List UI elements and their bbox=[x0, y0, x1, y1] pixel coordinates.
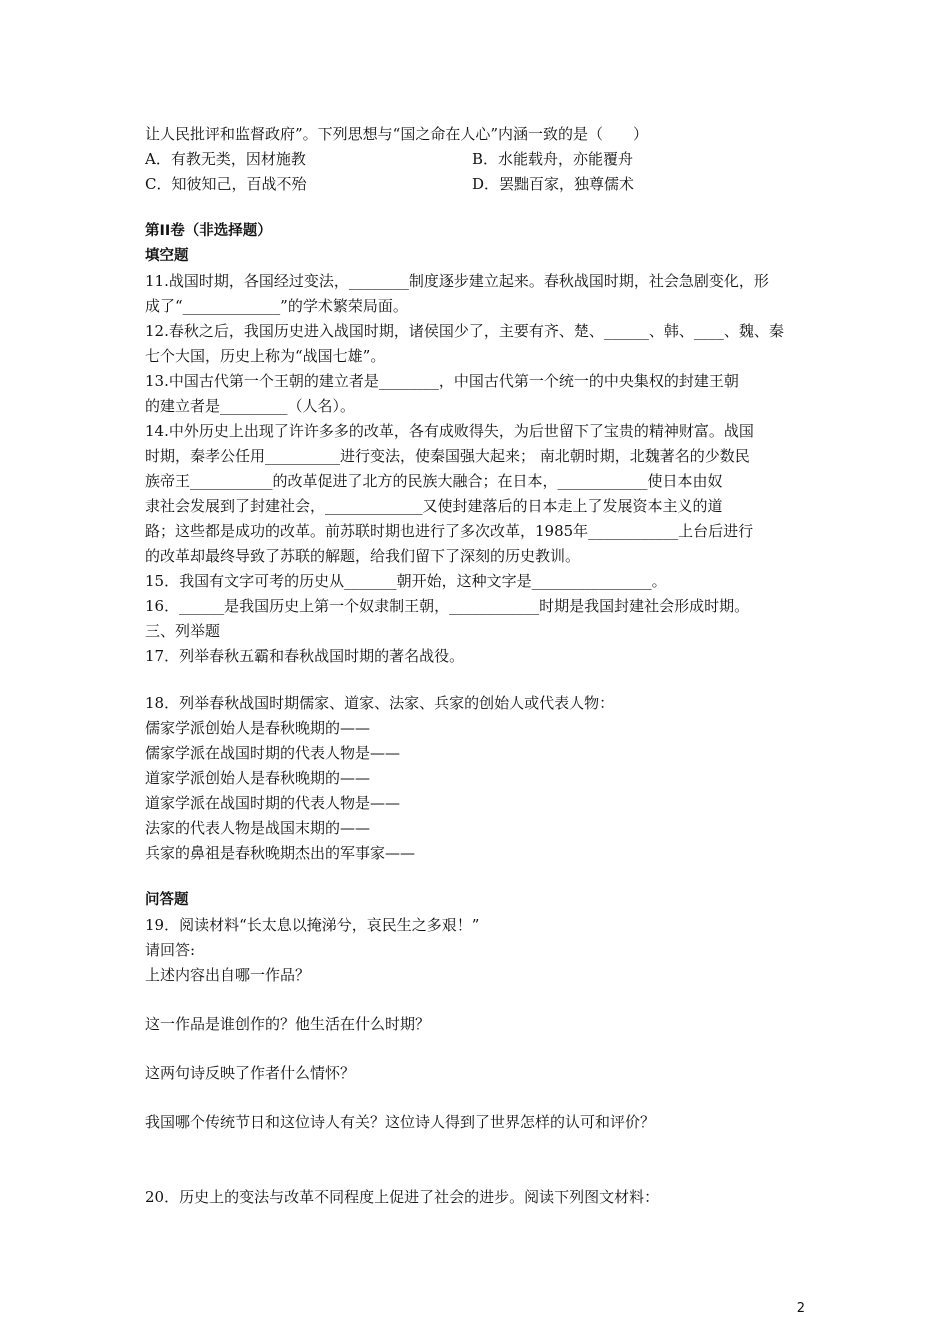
question-18-item-6: 兵家的鼻祖是春秋晚期杰出的军事家—— bbox=[145, 844, 416, 862]
question-20: 20．历史上的变法与改革不同程度上促进了社会的进步。阅读下列图文材料： bbox=[145, 1188, 660, 1206]
question-17: 17．列举春秋五霸和春秋战国时期的著名战役。 bbox=[145, 647, 465, 665]
question-18-prompt: 18．列举春秋战国时期儒家、道家、法家、兵家的创始人或代表人物： bbox=[145, 694, 615, 712]
question-12-line-1: 12.春秋之后，我国历史进入战国时期，诸侯国少了，主要有齐、楚、______、韩、____、魏、秦 bbox=[145, 322, 784, 340]
question-11-line-1: 11.战国时期，各国经过变法，________制度逐步建立起来。春秋战国时期，社会急剧变化，形 bbox=[145, 272, 769, 290]
question-14-line-6: 的改革却最终导致了苏联的解题，给我们留下了深刻的历史教训。 bbox=[145, 547, 581, 565]
question-10-continuation: 让人民批评和监督政府”。下列思想与“国之命在人心”内涵一致的是（ ） bbox=[145, 125, 649, 143]
qa-section-title: 问答题 bbox=[145, 892, 189, 908]
option-d: D．罢黜百家，独尊儒术 bbox=[472, 175, 635, 193]
question-14-line-2: 时期，秦孝公任用__________进行变法，使秦国强大起来； 南北朝时期，北魏著名的少数民 bbox=[145, 447, 750, 465]
question-19-sub-3: 这两句诗反映了作者什么情怀？ bbox=[145, 1064, 356, 1082]
question-12-line-2: 七个大国，历史上称为“战国七雄”。 bbox=[145, 347, 386, 365]
question-10-options-row-2 bbox=[145, 172, 810, 197]
question-18-item-3: 道家学派创始人是春秋晚期的—— bbox=[145, 769, 371, 787]
question-10-options-row-1 bbox=[145, 147, 810, 172]
question-15: 15．我国有文字可考的历史从_______朝开始，这种文字是________________。 bbox=[145, 572, 667, 590]
question-14-line-3: 族帝王___________的改革促进了北方的民族大融合；在日本，____________使日本由奴 bbox=[145, 472, 723, 490]
list-section-title: 三、列举题 bbox=[145, 622, 221, 640]
question-14-line-5: 路；这些都是成功的改革。前苏联时期也进行了多次改革，1985年____________上台后进行 bbox=[145, 522, 754, 540]
option-c: C．知彼知己，百战不殆 bbox=[145, 175, 307, 193]
fill-blank-title: 填空题 bbox=[145, 248, 189, 264]
option-a: A．有教无类，因材施教 bbox=[145, 150, 306, 168]
question-19-sub-2: 这一作品是谁创作的？他生活在什么时期？ bbox=[145, 1015, 431, 1033]
question-18-item-5: 法家的代表人物是战国末期的—— bbox=[145, 819, 371, 837]
question-14-line-4: 隶社会发展到了封建社会，_____________又使封建落后的日本走上了发展资本主义的道 bbox=[145, 497, 723, 515]
question-13-line-2: 的建立者是_________（人名）。 bbox=[145, 397, 356, 415]
section-2-title: 第II卷（非选择题） bbox=[145, 223, 272, 239]
question-19-material: 19．阅读材料“长太息以掩涕兮，哀民生之多艰！” bbox=[145, 916, 480, 934]
question-19-sub-1: 上述内容出自哪一作品？ bbox=[145, 966, 311, 984]
question-16: 16．______是我国历史上第一个奴隶制王朝，____________时期是我国封建社会形成时期。 bbox=[145, 597, 750, 615]
option-b: B．水能载舟，亦能覆舟 bbox=[472, 150, 634, 168]
document-body bbox=[145, 122, 810, 1210]
question-19-sub-4: 我国哪个传统节日和这位诗人有关？这位诗人得到了世界怎样的认可和评价？ bbox=[145, 1113, 656, 1131]
question-19-instruction: 请回答: bbox=[145, 941, 196, 959]
question-13-line-1: 13.中国古代第一个王朝的建立者是________，中国古代第一个统一的中央集权的封建王朝 bbox=[145, 372, 739, 390]
question-18-item-4: 道家学派在战国时期的代表人物是—— bbox=[145, 794, 401, 812]
question-14-line-1: 14.中外历史上出现了许许多多的改革，各有成败得失，为后世留下了宝贵的精神财富。战国 bbox=[145, 422, 754, 440]
page-number: 2 bbox=[796, 1301, 805, 1316]
question-18-item-2: 儒家学派在战国时期的代表人物是—— bbox=[145, 744, 401, 762]
question-11-line-2: 成了“_____________”的学术繁荣局面。 bbox=[145, 297, 408, 315]
question-18-item-1: 儒家学派创始人是春秋晚期的—— bbox=[145, 719, 371, 737]
